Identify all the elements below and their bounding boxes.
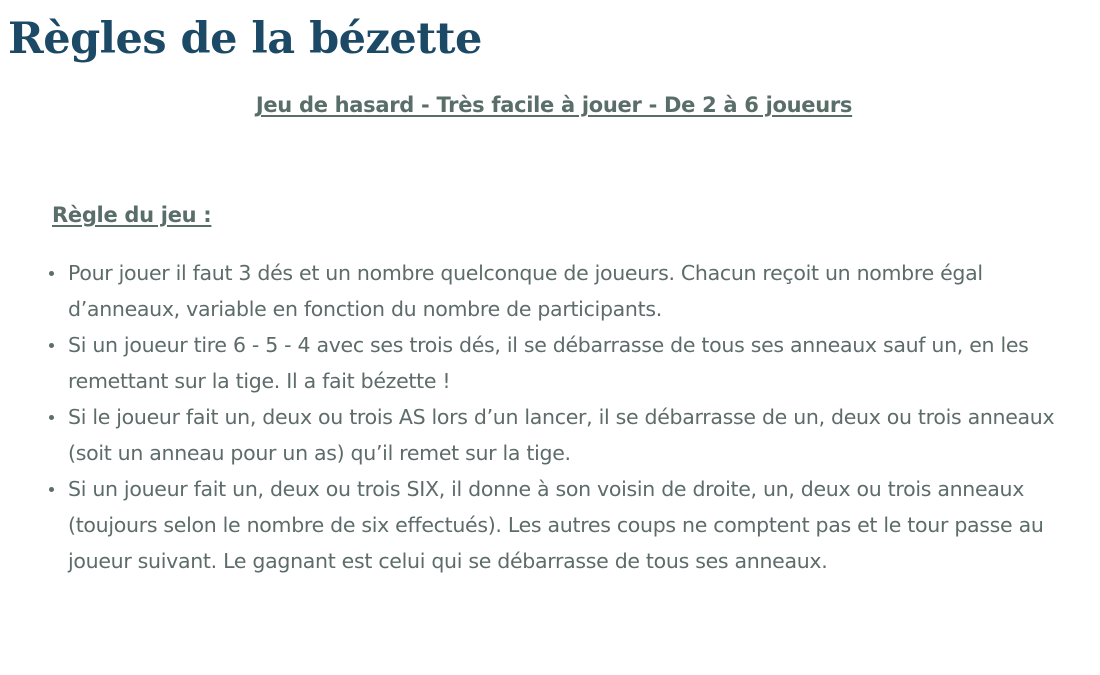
page-subtitle: Jeu de hasard - Très facile à jouer - De 2 à 6 joueurs [255, 93, 853, 117]
rule-item-1: Pour jouer il faut 3 dés et un nombre quelconque de joueurs. Chacun reçoit un nombre égal d’anneaux, variable en fonction du nombre de participants. [68, 255, 1068, 327]
rules-list [68, 255, 1068, 579]
rule-item-4: Si un joueur fait un, deux ou trois SIX, il donne à son voisin de droite, un, deux ou trois anneaux (toujours selon le nombre de six effectués). Les autres coups ne comptent pas et le tour passe au joueur suivant. Le gagnant est celui qui se débarrasse de tous ses anneaux. [68, 471, 1068, 579]
rule-item-2: Si un joueur tire 6 - 5 - 4 avec ses trois dés, il se débarrasse de tous ses anneaux sauf un, en les remettant sur la tige. Il a fait bézette ! [68, 327, 1068, 399]
page-title: Règles de la bézette [8, 14, 482, 64]
rule-item-3: Si le joueur fait un, deux ou trois AS lors d’un lancer, il se débarrasse de un, deux ou trois anneaux (soit un anneau pour un as) qu’il remet sur la tige. [68, 399, 1068, 471]
rules-heading: Règle du jeu : [52, 203, 212, 227]
